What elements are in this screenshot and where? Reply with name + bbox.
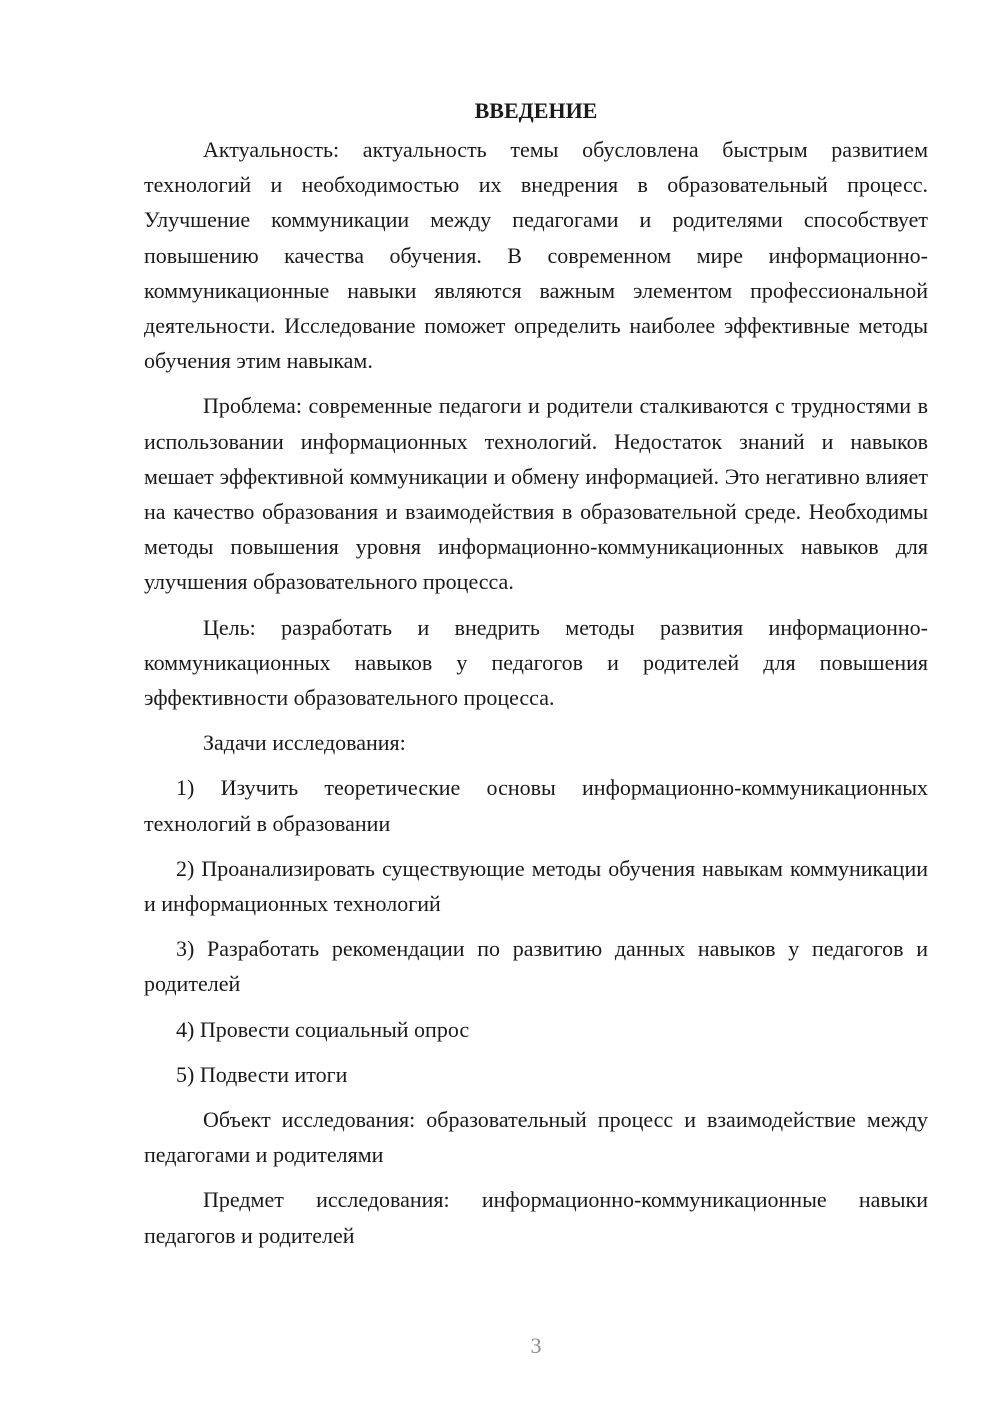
page-number: 3 [530, 1333, 542, 1358]
problem-paragraph: Проблема: современные педагоги и родители сталкиваются с трудностями в использовании информационных технологий. Недостаток знаний и навыков мешает эффективной коммуникации и обмену информацией. Это негативно влияет на качество образования и взаимодействия в образовательной среде. Необходимы методы повышения уровня информационно-коммуникационных навыков для улучшения образовательного процесса. [144, 393, 928, 595]
object-paragraph: Объект исследования: образовательный процесс и взаимодействие между педагогами и родителями [144, 1107, 928, 1168]
goal-paragraph: Цель: разработать и внедрить методы развития информационно-коммуникационных навыков у педагогов и родителей для повышения эффективности образовательного процесса. [144, 614, 928, 711]
task-item-2: 2) Проанализировать существующие методы обучения навыкам коммуникации и информационных технологий [144, 855, 928, 917]
task-item-3: 3) Разработать рекомендации по развитию данных навыков у педагогов и родителей [144, 936, 928, 997]
relevance-paragraph: Актуальность: актуальность темы обусловлена быстрым развитием технологий и необходимостью их внедрения в образовательный процесс. Улучшение коммуникации между педагогами и родителями способствует повышению качества обучения. В современном мире информационно-коммуникационные навыки являются важным элементом профессиональной деятельности. Исследование поможет определить наиболее эффективные методы обучения этим навыкам. [144, 137, 928, 374]
task-item-4: 4) Провести социальный опрос [176, 1016, 470, 1042]
page-content [144, 96, 928, 1253]
task-item-5: 5) Подвести итоги [176, 1061, 348, 1087]
section-heading: ВВЕДЕНИЕ [474, 98, 598, 123]
subject-paragraph: Предмет исследования: информационно-коммуникационные навыки педагогов и родителей [144, 1187, 928, 1248]
task-item-1: 1) Изучить теоретические основы информационно-коммуникационных технологий в образовании [144, 775, 928, 836]
tasks-heading: Задачи исследования: [203, 730, 406, 756]
